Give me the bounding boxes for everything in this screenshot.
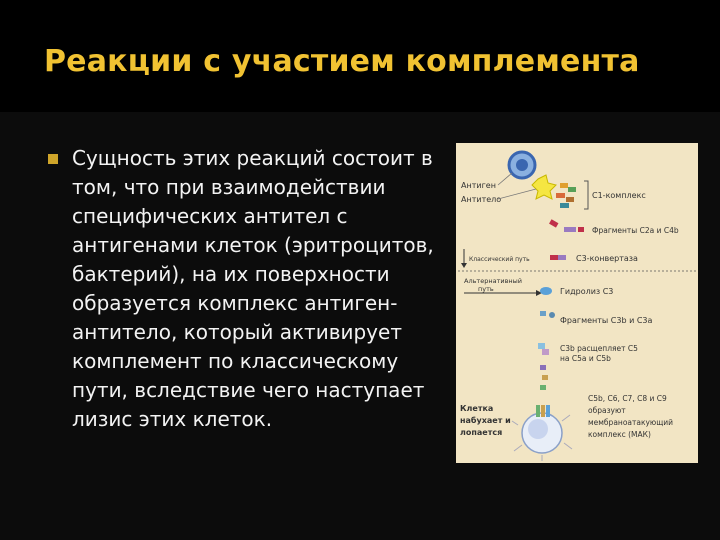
c3-shape bbox=[540, 287, 552, 295]
mac-label-3: мембраноатакующий bbox=[588, 418, 674, 427]
alternative-path-label-2: путь bbox=[478, 285, 494, 293]
c3b-splits-label: С3b расщепляет С5 bbox=[560, 344, 638, 353]
c1-piece bbox=[560, 183, 568, 188]
c1-piece bbox=[560, 203, 569, 208]
c6-piece bbox=[542, 375, 548, 380]
c3a-fragment bbox=[549, 312, 555, 318]
c3b-fragment bbox=[540, 311, 546, 316]
c4-fragment bbox=[564, 227, 576, 232]
cell-label-2: набухает и bbox=[460, 416, 511, 425]
antibody-pointer bbox=[498, 189, 536, 199]
mac-pore bbox=[536, 405, 540, 417]
antigen-core-shape bbox=[516, 159, 528, 171]
mac-pore bbox=[546, 405, 550, 417]
antibody-shape bbox=[532, 175, 556, 199]
bullet-marker bbox=[48, 154, 58, 164]
title-bar bbox=[0, 0, 720, 112]
cell-inner-shape bbox=[528, 419, 548, 439]
classical-path-label: Классический путь bbox=[469, 256, 530, 263]
c2-fragment bbox=[549, 219, 558, 227]
cell-ray bbox=[514, 445, 522, 451]
fragments-c2a-c4b-label: Фрагменты С2а и С4b bbox=[592, 226, 679, 235]
cell-label: Клетка bbox=[460, 404, 494, 413]
complement-diagram bbox=[456, 143, 698, 463]
c2a-fragment bbox=[578, 227, 584, 232]
c3-convertase-label: С3-конвертаза bbox=[576, 254, 638, 263]
antigen-label: Антиген bbox=[461, 181, 496, 190]
bullet-text: Сущность этих реакций состоит в том, что при взаимодействии специфических антител с антигенами клеток (эритроцитов, бактерий), на их поверхности образуется комплекс антиген-антитело, который активирует комплемент по классическому пути, вследствие чего наступает лизис этих клеток. bbox=[72, 146, 434, 431]
cell-ray bbox=[562, 415, 570, 421]
c1-complex-label: С1-комплекс bbox=[592, 191, 646, 200]
c7-piece bbox=[540, 385, 546, 390]
cell-ray bbox=[564, 443, 572, 449]
mac-pore bbox=[541, 405, 545, 417]
complement-diagram-svg bbox=[456, 143, 698, 463]
slide-title: Реакции с участием комплемента bbox=[44, 44, 640, 79]
hydrolysis-c3-label: Гидролиз С3 bbox=[560, 287, 614, 296]
antibody-label: Антитело bbox=[461, 195, 502, 204]
c5-shape bbox=[538, 343, 545, 349]
c1-piece bbox=[566, 197, 574, 202]
c5-shape bbox=[542, 349, 549, 355]
c1-piece bbox=[568, 187, 576, 192]
c3b-splits-label-2: на С5а и С5b bbox=[560, 354, 611, 363]
classical-arrowhead bbox=[461, 263, 467, 268]
cell-label-3: лопается bbox=[460, 428, 503, 437]
mac-label: С5b, С6, С7, С8 и С9 bbox=[588, 394, 667, 403]
fragments-c3b-c3a-label: Фрагменты С3b и С3а bbox=[560, 316, 653, 325]
c3-convertase-shape bbox=[558, 255, 566, 260]
alternative-path-label: Альтернативный bbox=[464, 277, 523, 285]
antigen-pointer bbox=[498, 173, 512, 185]
c5b-piece bbox=[540, 365, 546, 370]
mac-label-2: образуют bbox=[588, 406, 626, 415]
c1-piece bbox=[556, 193, 565, 198]
c1-bracket bbox=[584, 181, 588, 209]
mac-label-4: комплекс (МАК) bbox=[588, 430, 651, 439]
cell-ray bbox=[512, 421, 518, 425]
c3-convertase-shape bbox=[550, 255, 558, 260]
